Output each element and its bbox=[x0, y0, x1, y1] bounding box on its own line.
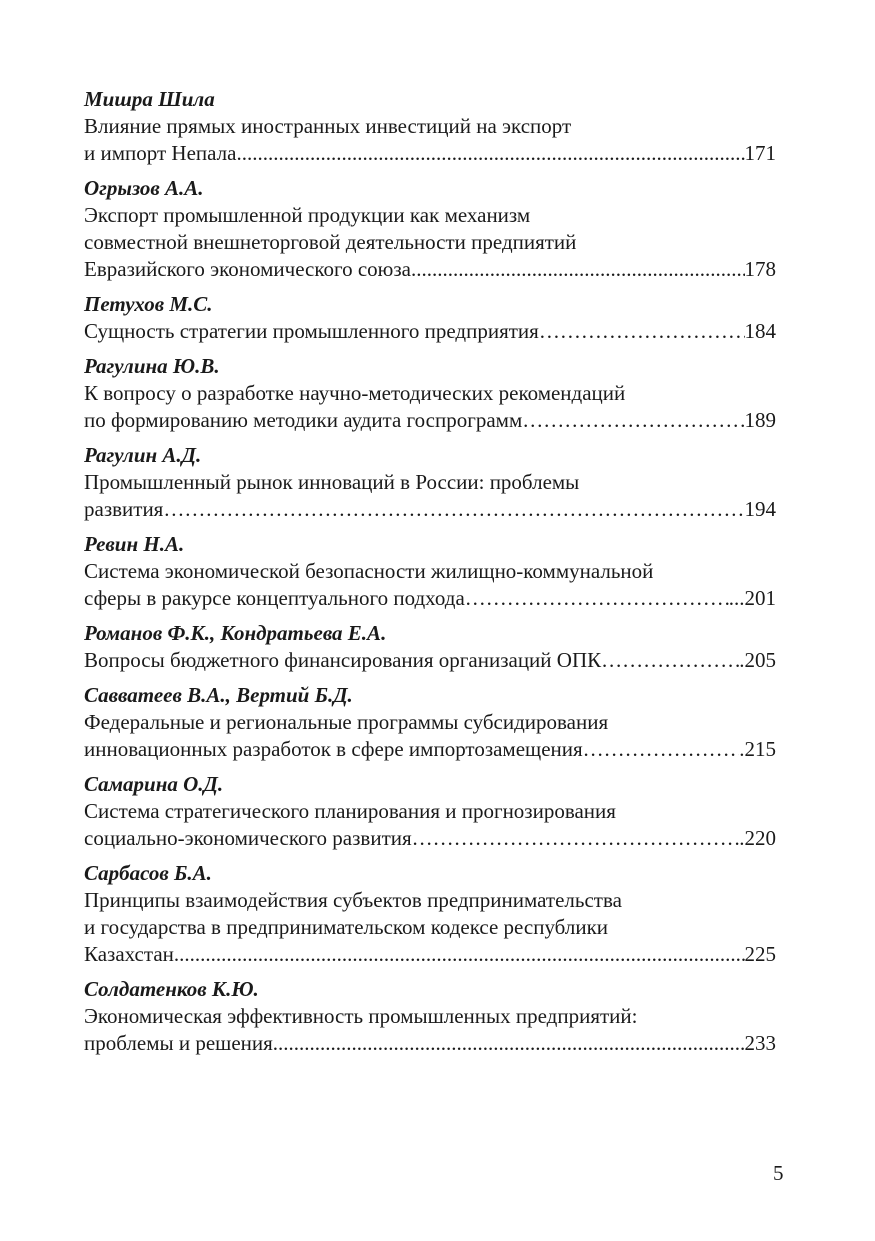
entry-page-number: 171 bbox=[744, 141, 776, 165]
dot-leader bbox=[411, 256, 745, 283]
entry-title-line: Промышленный рынок инноваций в России: проблемы bbox=[84, 470, 580, 494]
entry-page-number: 178 bbox=[744, 257, 776, 281]
entry-last-line bbox=[84, 496, 776, 523]
entry-title-line: Евразийского экономического союза bbox=[84, 257, 411, 281]
entry-last-line bbox=[84, 585, 776, 612]
page-number: 5 bbox=[773, 1161, 784, 1185]
entry-title-line: Вопросы бюджетного финансирования организаций ОПК bbox=[84, 648, 602, 672]
table-of-contents bbox=[84, 86, 776, 1065]
toc-entry bbox=[84, 291, 776, 345]
entry-author: Огрызов А.А. bbox=[84, 176, 204, 200]
entry-title-line: Система стратегического планирования и прогнозирования bbox=[84, 799, 616, 823]
entry-title-line: и государства в предпринимательском кодексе республики bbox=[84, 915, 609, 939]
entry-title-line: Экспорт промышленной продукции как механизм bbox=[84, 203, 531, 227]
entry-title-line: совместной внешнеторговой деятельности предпиятий bbox=[84, 230, 577, 254]
toc-entry bbox=[84, 860, 776, 968]
entry-page-number: 194 bbox=[744, 497, 776, 521]
entry-title-line: К вопросу о разработке научно-методических рекомендаций bbox=[84, 381, 626, 405]
entry-title-line: Принципы взаимодействия субъектов предпринимательства bbox=[84, 888, 622, 912]
entry-author: Солдатенков К.Ю. bbox=[84, 977, 259, 1001]
entry-title-line: по формированию методики аудита госпрограмм bbox=[84, 408, 523, 432]
toc-entry bbox=[84, 620, 776, 674]
entry-page-number: .205 bbox=[739, 648, 776, 672]
entry-title-line: проблемы и решения bbox=[84, 1031, 273, 1055]
entry-author: Ревин Н.А. bbox=[84, 532, 185, 556]
entry-author: Сарбасов Б.А. bbox=[84, 861, 212, 885]
dot-leader bbox=[412, 825, 740, 852]
dot-leader bbox=[163, 496, 744, 523]
toc-entry bbox=[84, 682, 776, 763]
entry-last-line bbox=[84, 1030, 776, 1057]
toc-entry bbox=[84, 175, 776, 283]
entry-last-line bbox=[84, 736, 776, 763]
dot-leader bbox=[236, 140, 744, 167]
entry-page-number: ...201 bbox=[728, 586, 776, 610]
entry-title-line: инновационных разработок в сфере импортозамещения bbox=[84, 737, 583, 761]
dot-leader bbox=[174, 941, 745, 968]
entry-page-number: 233 bbox=[744, 1031, 776, 1055]
dot-leader bbox=[583, 736, 740, 763]
dot-leader bbox=[522, 407, 744, 434]
entry-title-line: сферы в ракурсе концептуального подхода bbox=[84, 586, 465, 610]
entry-author: Рагулина Ю.В. bbox=[84, 354, 220, 378]
entry-page-number: .215 bbox=[739, 737, 776, 761]
entry-author: Савватеев В.А., Вертий Б.Д. bbox=[84, 683, 353, 707]
entry-last-line bbox=[84, 318, 776, 345]
dot-leader bbox=[273, 1030, 745, 1057]
entry-last-line bbox=[84, 825, 776, 852]
entry-last-line bbox=[84, 941, 776, 968]
entry-page-number: 189 bbox=[744, 408, 776, 432]
entry-title-line: социально-экономического развития bbox=[84, 826, 412, 850]
entry-title-line: Экономическая эффективность промышленных предприятий: bbox=[84, 1004, 638, 1028]
entry-last-line bbox=[84, 407, 776, 434]
toc-entry bbox=[84, 86, 776, 167]
entry-page-number: .220 bbox=[739, 826, 776, 850]
dot-leader bbox=[465, 585, 729, 612]
entry-title-line: Федеральные и региональные программы субсидирования bbox=[84, 710, 609, 734]
entry-author: Петухов М.С. bbox=[84, 292, 213, 316]
dot-leader bbox=[601, 647, 739, 674]
entry-page-number: 225 bbox=[744, 942, 776, 966]
entry-title-line: Казахстан bbox=[84, 942, 174, 966]
entry-last-line bbox=[84, 256, 776, 283]
toc-entry bbox=[84, 771, 776, 852]
entry-author: Романов Ф.К., Кондратьева Е.А. bbox=[84, 621, 387, 645]
toc-entry bbox=[84, 531, 776, 612]
entry-author: Рагулин А.Д. bbox=[84, 443, 202, 467]
entry-page-number: 184 bbox=[744, 319, 776, 343]
toc-entry bbox=[84, 442, 776, 523]
entry-title-line: и импорт Непала bbox=[84, 141, 237, 165]
toc-entry bbox=[84, 353, 776, 434]
entry-title-line: Влияние прямых иностранных инвестиций на экспорт bbox=[84, 114, 572, 138]
entry-author: Самарина О.Д. bbox=[84, 772, 224, 796]
dot-leader bbox=[539, 318, 745, 345]
entry-author: Мишра Шила bbox=[84, 87, 215, 111]
entry-title-line: развития bbox=[84, 497, 164, 521]
entry-last-line bbox=[84, 140, 776, 167]
entry-title-line: Система экономической безопасности жилищно-коммунальной bbox=[84, 559, 654, 583]
toc-entry bbox=[84, 976, 776, 1057]
entry-last-line bbox=[84, 647, 776, 674]
entry-title-line: Сущность стратегии промышленного предприятия bbox=[84, 319, 539, 343]
